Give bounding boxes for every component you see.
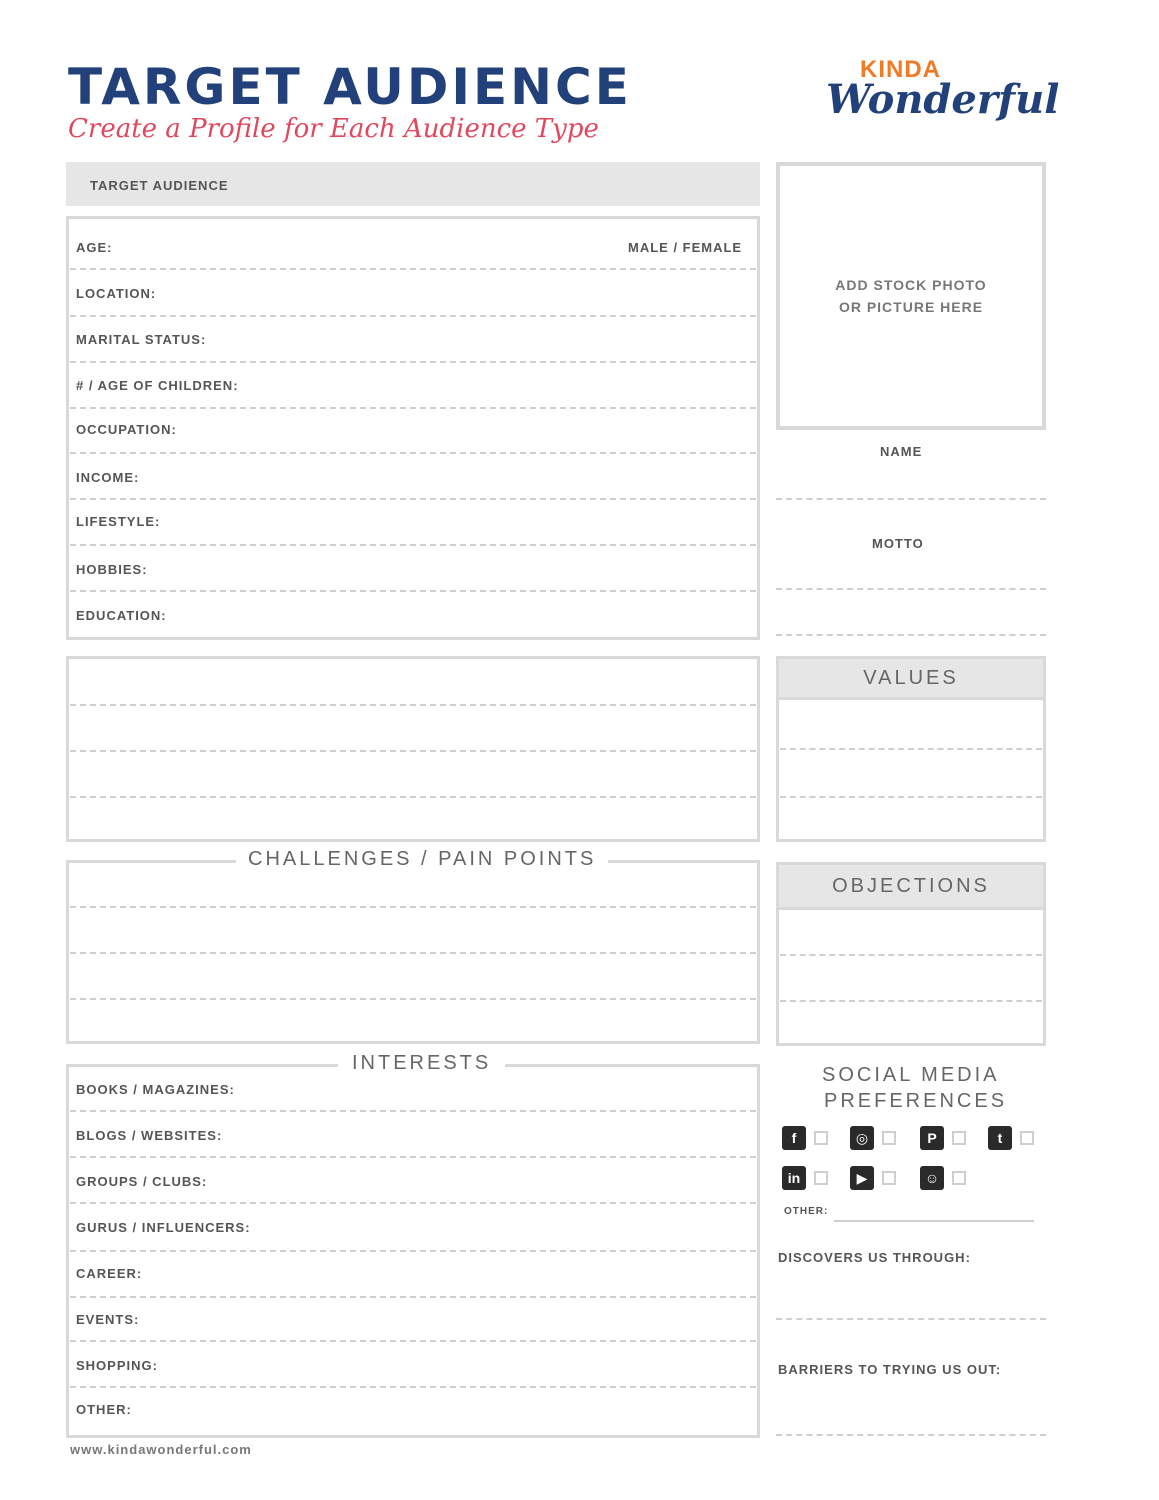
motto-label: MOTTO — [872, 536, 924, 551]
interest-events: EVENTS: — [76, 1312, 140, 1327]
field-occupation: OCCUPATION: — [76, 422, 177, 437]
interest-rule — [70, 1156, 756, 1158]
discovers-rule — [776, 1318, 1046, 1320]
page-title: TARGET AUDIENCE — [68, 58, 632, 116]
name-label: NAME — [880, 444, 923, 459]
name-rule — [776, 498, 1046, 500]
field-rule — [70, 452, 756, 454]
linkedin-icon: in — [782, 1166, 806, 1190]
objections-rule — [780, 954, 1042, 956]
field-rule — [70, 544, 756, 546]
profile-section-label: TARGET AUDIENCE — [90, 178, 229, 193]
kinda-wonderful-logo — [826, 56, 1060, 136]
field-children: # / AGE OF CHILDREN: — [76, 378, 239, 393]
barriers-label: BARRIERS TO TRYING US OUT: — [778, 1362, 1002, 1377]
gender-label: MALE / FEMALE — [628, 240, 743, 255]
logo-kinda: KINDA — [860, 56, 941, 83]
interest-other: OTHER: — [76, 1402, 132, 1417]
field-hobbies: HOBBIES: — [76, 562, 148, 577]
field-rule — [70, 498, 756, 500]
field-marital-status: MARITAL STATUS: — [76, 332, 207, 347]
field-rule — [70, 407, 756, 409]
page-subtitle: Create a Profile for Each Audience Type — [68, 114, 599, 144]
youtube-icon: ▶ — [850, 1166, 874, 1190]
field-rule — [70, 361, 756, 363]
challenges-rule — [70, 906, 756, 908]
field-rule — [70, 590, 756, 592]
footer-url[interactable]: www.kindawonderful.com — [70, 1442, 252, 1457]
snapchat-checkbox[interactable] — [952, 1171, 966, 1185]
pinterest-checkbox[interactable] — [952, 1131, 966, 1145]
social-title-line-2: PREFERENCES — [824, 1090, 1008, 1112]
challenges-rule — [70, 998, 756, 1000]
social-other-label: OTHER: — [784, 1206, 829, 1217]
challenges-title: CHALLENGES / PAIN POINTS — [236, 848, 608, 871]
snapchat-icon: ☺ — [920, 1166, 944, 1190]
age-label: AGE: — [76, 240, 113, 255]
logo-wonderful: Wonderful — [826, 76, 1060, 123]
challenges-rule — [70, 952, 756, 954]
facebook-checkbox[interactable] — [814, 1131, 828, 1145]
interest-groups: GROUPS / CLUBS: — [76, 1174, 208, 1189]
twitter-icon: t — [988, 1126, 1012, 1150]
interest-books: BOOKS / MAGAZINES: — [76, 1082, 235, 1097]
notes-rule — [70, 704, 756, 706]
pinterest-icon: P — [920, 1126, 944, 1150]
interest-career: CAREER: — [76, 1266, 143, 1281]
motto-rule-2 — [776, 634, 1046, 636]
barriers-rule — [776, 1434, 1046, 1436]
interest-shopping: SHOPPING: — [76, 1358, 158, 1373]
notes-box — [66, 656, 760, 842]
objections-rule — [780, 1000, 1042, 1002]
values-rule — [780, 796, 1042, 798]
field-education: EDUCATION: — [76, 608, 167, 623]
discovers-label: DISCOVERS US THROUGH: — [778, 1250, 971, 1265]
objections-header — [776, 862, 1046, 910]
notes-rule — [70, 750, 756, 752]
interest-gurus: GURUS / INFLUENCERS: — [76, 1220, 251, 1235]
motto-rule-1 — [776, 588, 1046, 590]
interest-blogs: BLOGS / WEBSITES: — [76, 1128, 223, 1143]
age-rule — [70, 268, 756, 270]
social-title-line-1: SOCIAL MEDIA — [822, 1064, 1000, 1086]
linkedin-checkbox[interactable] — [814, 1171, 828, 1185]
instagram-checkbox[interactable] — [882, 1131, 896, 1145]
field-lifestyle: LIFESTYLE: — [76, 514, 161, 529]
interests-title: INTERESTS — [338, 1052, 505, 1075]
field-location: LOCATION: — [76, 286, 157, 301]
field-rule — [70, 315, 756, 317]
interest-rule — [70, 1110, 756, 1112]
photo-line-1: ADD STOCK PHOTO — [835, 277, 987, 293]
objections-title: OBJECTIONS — [832, 875, 990, 897]
interest-rule — [70, 1250, 756, 1252]
field-income: INCOME: — [76, 470, 140, 485]
youtube-checkbox[interactable] — [882, 1171, 896, 1185]
interest-rule — [70, 1296, 756, 1298]
interest-rule — [70, 1340, 756, 1342]
social-other-line — [834, 1220, 1034, 1222]
values-title: VALUES — [863, 667, 959, 689]
interest-rule — [70, 1202, 756, 1204]
values-header — [776, 656, 1046, 700]
instagram-icon: ◎ — [850, 1126, 874, 1150]
notes-rule — [70, 796, 756, 798]
values-rule — [780, 748, 1042, 750]
photo-placeholder[interactable] — [776, 162, 1046, 430]
facebook-icon: f — [782, 1126, 806, 1150]
interest-rule — [70, 1386, 756, 1388]
twitter-checkbox[interactable] — [1020, 1131, 1034, 1145]
photo-line-2: OR PICTURE HERE — [838, 299, 984, 315]
